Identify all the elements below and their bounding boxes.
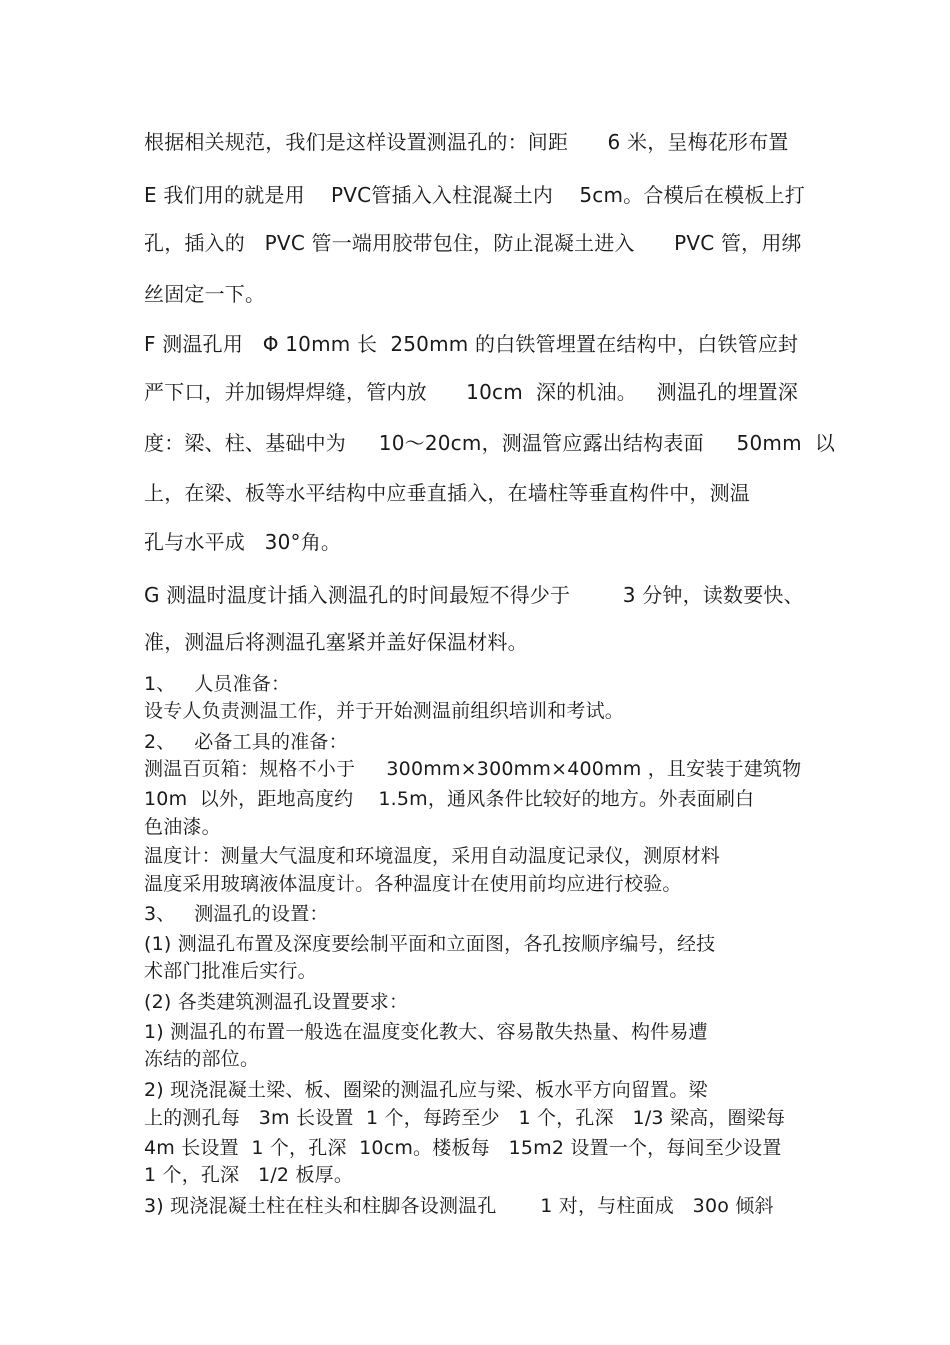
paragraph-line: 严下口，并加锡焊焊缝，管内放 10cm 深的机油。 测温孔的埋置深: [144, 380, 799, 404]
paragraph-line: 3) 现浇混凝土柱在柱头和柱脚各设测温孔 1 对，与柱面成 30o 倾斜: [144, 1195, 774, 1217]
paragraph-line: 上的测孔每 3m 长设置 1 个，每跨至少 1 个，孔深 1/3 梁高，圈梁每: [144, 1107, 786, 1129]
section-heading: 3、 测温孔的设置：: [144, 903, 329, 925]
paragraph-line: (1) 测温孔布置及深度要绘制平面和立面图，各孔按顺序编号，经技: [144, 933, 716, 955]
paragraph-line: 1 个，孔深 1/2 板厚。: [144, 1164, 354, 1186]
paragraph-line: 度：梁、柱、基础中为 10～20cm，测温管应露出结构表面 50mm 以: [144, 431, 836, 455]
paragraph-line: 准，测温后将测温孔塞紧并盖好保温材料。: [144, 630, 528, 654]
paragraph-line: 丝固定一下。: [144, 282, 266, 306]
paragraph-line: 术部门批准后实行。: [144, 960, 317, 982]
paragraph-line: 孔，插入的 PVC 管一端用胶带包住，防止混凝土进入 PVC 管，用绑: [144, 231, 802, 255]
paragraph-line: G 测温时温度计插入测温孔的时间最短不得少于 3 分钟，读数要快、: [144, 583, 804, 607]
paragraph-line: (2) 各类建筑测温孔设置要求：: [144, 991, 409, 1013]
paragraph-line: 上，在梁、板等水平结构中应垂直插入，在墙柱等垂直构件中，测温: [144, 481, 750, 505]
paragraph-line: 4m 长设置 1 个，孔深 10cm。楼板每 15m2 设置一个，每间至少设置: [144, 1137, 782, 1159]
paragraph-line: 孔与水平成 30°角。: [144, 530, 342, 554]
paragraph-line: E 我们用的就是用 PVC管插入入柱混凝土内 5cm。合模后在模板上打: [144, 183, 805, 207]
section-heading: 1、 人员准备：: [144, 673, 291, 695]
paragraph-line: 设专人负责测温工作，并于开始测温前组织培训和考试。: [144, 700, 625, 722]
paragraph-line: F 测温孔用 Φ 10mm 长 250mm 的白铁管埋置在结构中，白铁管应封: [144, 332, 799, 356]
section-heading: 2、 必备工具的准备：: [144, 731, 348, 753]
paragraph-line: 温度采用玻璃液体温度计。各种温度计在使用前均应进行校验。: [144, 873, 682, 895]
paragraph-line: 10m 以外，距地高度约 1.5m，通风条件比较好的地方。外表面刷白: [144, 788, 755, 810]
paragraph-line: 冻结的部位。: [144, 1048, 260, 1070]
paragraph-line: 温度计：测量大气温度和环境温度，采用自动温度记录仪，测原材料: [144, 845, 721, 867]
paragraph-line: 色油漆。: [144, 816, 221, 838]
paragraph-line: 根据相关规范，我们是这样设置测温孔的：间距 6 米，呈梅花形布置: [144, 130, 789, 154]
paragraph-line: 测温百页箱：规格不小于 300mm×300mm×400mm ，且安装于建筑物: [144, 758, 802, 780]
paragraph-line: 2) 现浇混凝土梁、板、圈梁的测温孔应与梁、板水平方向留置。梁: [144, 1079, 708, 1101]
paragraph-line: 1) 测温孔的布置一般选在温度变化教大、容易散失热量、构件易遭: [144, 1021, 708, 1043]
